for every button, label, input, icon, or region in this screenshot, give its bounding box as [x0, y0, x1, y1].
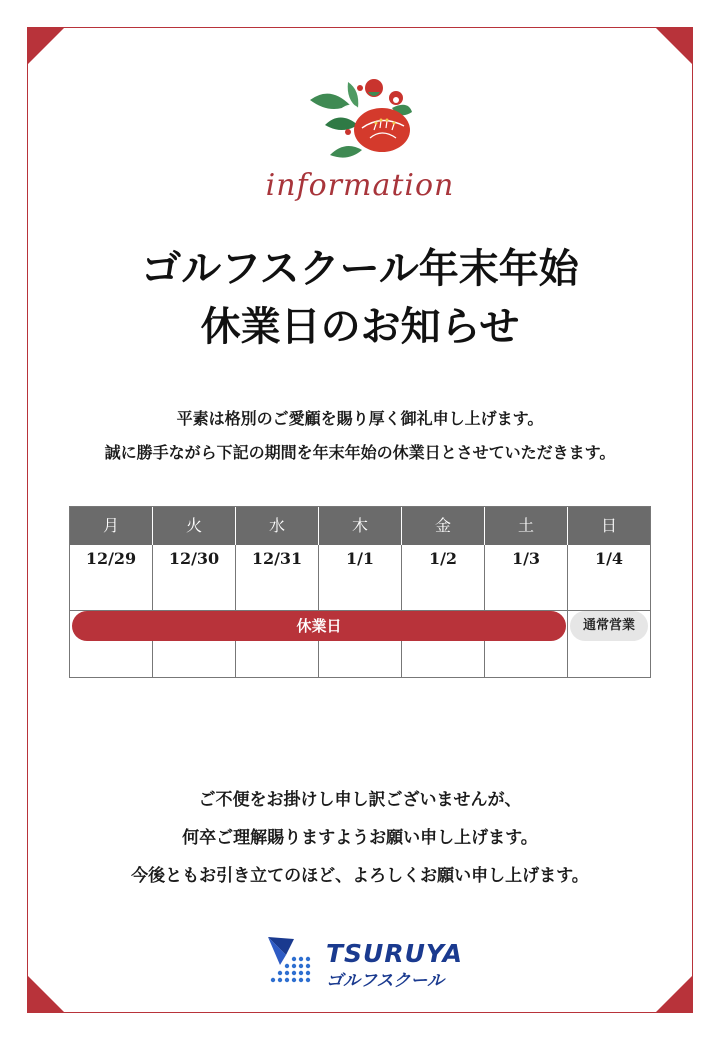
weekday-sun: 日: [567, 507, 650, 545]
weekday-tue: 火: [152, 507, 235, 545]
corner-ornament-bottom-left: [27, 975, 65, 1013]
page-title: [0, 240, 720, 356]
weekday-sat: 土: [484, 507, 567, 545]
weekday-wed: 水: [235, 507, 318, 545]
corner-ornament-top-left: [27, 27, 65, 65]
date-cell: 12/29: [85, 549, 137, 568]
date-cell: 12/31: [235, 545, 318, 677]
normal-business-badge: 通常営業: [570, 611, 648, 641]
camellia-flower-icon: [300, 70, 420, 165]
weekday-thu: 木: [318, 507, 401, 545]
intro-line-2: 誠に勝手ながら下記の期間を年末年始の休業日とさせていただきます。: [104, 443, 616, 462]
closing-line-2: 何卒ご理解賜りますようお願い申し上げます。: [182, 828, 538, 848]
holiday-period-bar: 休業日: [72, 611, 566, 641]
tsuruya-logo: [264, 935, 464, 995]
date-cell: 1/3: [484, 545, 567, 677]
intro-line-1: 平素は格別のご愛顧を賜り厚く御礼申し上げます。: [176, 409, 544, 428]
weekday-fri: 金: [401, 507, 484, 545]
holiday-calendar: [69, 506, 651, 678]
weekday-mon: 月: [102, 516, 119, 535]
date-cell: 12/30: [152, 545, 235, 677]
title-line-1: ゴルフスクール年末年始: [141, 245, 579, 292]
title-line-2: 休業日のお知らせ: [200, 303, 520, 350]
information-label: information: [265, 168, 455, 203]
intro-text: [0, 402, 720, 470]
closing-line-3: 今後ともお引き立てのほど、よろしくお願い申し上げます。: [131, 866, 589, 886]
corner-ornament-top-right: [655, 27, 693, 65]
closing-line-1: ご不便をお掛けし申し訳ございませんが、: [198, 790, 522, 810]
date-cell: 1/1: [318, 545, 401, 677]
date-cell: 1/2: [401, 545, 484, 677]
logo-subtitle: ゴルフスクール: [326, 971, 444, 991]
date-cell: 1/4: [567, 545, 650, 677]
corner-ornament-bottom-right: [655, 975, 693, 1013]
closing-text: [0, 781, 720, 895]
logo-name: TSURUYA: [326, 939, 463, 968]
calendar-header-row: [70, 507, 650, 545]
tsuruya-logo-mark: [264, 935, 318, 991]
